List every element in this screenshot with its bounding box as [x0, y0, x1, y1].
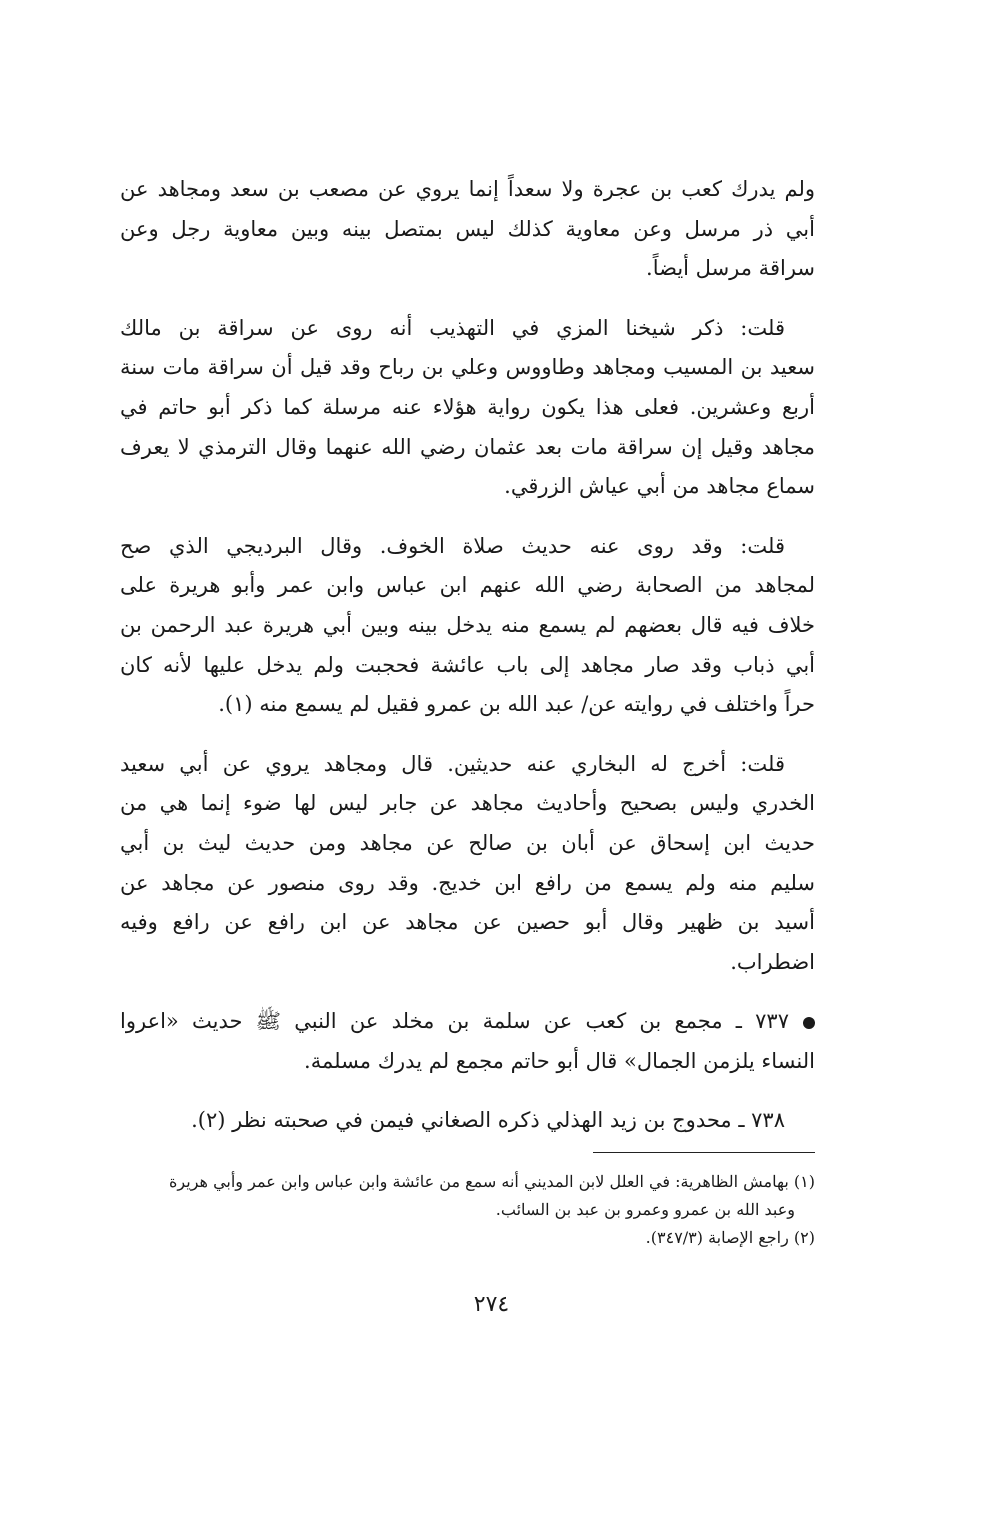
- entry-line: [120, 1002, 815, 1042]
- main-text: [120, 170, 815, 1161]
- entry-738: [120, 1101, 815, 1141]
- text-line: سعيد بن المسيب ومجاهد وطاووس وعلي بن رباح وقد قيل أن سراقة مات سنة: [120, 355, 815, 380]
- paragraph-4: [120, 745, 815, 983]
- text-line: حراً واختلف في روايته عن/ عبد الله بن عمرو فقيل لم يسمع منه (١).: [218, 692, 815, 717]
- text-line: حديث ابن إسحاق عن أبان بن صالح عن مجاهد ومن حديث ليث بن أبي: [120, 830, 815, 855]
- footnote-1: (١) بهامش الظاهرية: في العلل لابن المديني أنه سمع من عائشة وابن عباس وابن عمر وأبي هريرة: [169, 1172, 815, 1191]
- entry-line: النساء يلزمن الجمال» قال أبو حاتم مجمع لم يدرك مسلمة.: [304, 1048, 815, 1073]
- entry-text: ٧٣٧ ـ مجمع بن كعب عن سلمة بن مخلد عن النبي ﷺ حديث «اعروا: [120, 1009, 789, 1034]
- text-line: خلاف فيه قال بعضهم لم يسمع منه يدخل بينه وبين أبي هريرة عبد الرحمن بن: [120, 612, 815, 637]
- text-line: أربع وعشرين. فعلى هذا يكون رواية هؤلاء عنه مرسلة كما ذكر أبو حاتم في: [120, 394, 815, 419]
- text-line: الخدري وليس بصحيح وأحاديث مجاهد عن جابر ليس لها ضوء إنما هي من: [120, 791, 815, 816]
- paragraph-1: [120, 170, 815, 289]
- text-line: أبي ذباب وقد صار مجاهد إلى باب عائشة فحجبت ولم يدخل عليها لأنه كان: [120, 652, 815, 677]
- text-line: قلت: أخرج له البخاري عنه حديثين. قال ومجاهد يروي عن أبي سعيد: [120, 751, 785, 776]
- text-line: سراقة مرسل أيضاً.: [646, 256, 815, 281]
- text-line: قلت: وقد روى عنه حديث صلاة الخوف. وقال البرديجي الذي صح: [120, 533, 785, 558]
- text-line: أسيد بن ظهير وقال أبو حصين عن مجاهد عن ابن رافع عن رافع وفيه: [120, 910, 815, 935]
- text-line: قلت: ذكر شيخنا المزي في التهذيب أنه روى عن سراقة بن مالك: [120, 315, 785, 340]
- paragraph-2: [120, 309, 815, 507]
- footnote-divider: [593, 1152, 815, 1153]
- bullet-icon: [803, 1017, 815, 1029]
- footnotes: [120, 1168, 815, 1252]
- footnote-1-continuation: وعبد الله بن عمرو وعمرو بن عبد بن السائب.: [495, 1200, 795, 1219]
- entry-line: ٧٣٨ ـ محدوج بن زيد الهذلي ذكره الصغاني فيمن في صحبته نظر (٢).: [191, 1108, 785, 1133]
- text-line: مجاهد وقيل إن سراقة مات بعد عثمان رضي الله عنهما وقال الترمذي لا يعرف: [120, 434, 815, 459]
- page-number: ٢٧٤: [473, 1292, 510, 1317]
- text-line: لمجاهد من الصحابة رضي الله عنهم ابن عباس وابن عمر وأبو هريرة على: [120, 573, 815, 598]
- text-line: ولم يدرك كعب بن عجرة ولا سعداً إنما يروي عن مصعب بن سعد ومجاهد عن: [120, 177, 815, 201]
- text-line: اضطراب.: [730, 949, 815, 974]
- text-line: أبي ذر مرسل وعن معاوية كذلك ليس بمتصل بينه وبين معاوية رجل وعن: [120, 216, 815, 241]
- footnote-2: (٢) راجع الإصابة (٣٤٧/٣).: [645, 1228, 815, 1247]
- text-line: سماع مجاهد من أبي عياش الزرقي.: [504, 474, 815, 499]
- entry-737: [120, 1002, 815, 1081]
- paragraph-3: [120, 527, 815, 725]
- text-line: سليم منه ولم يسمع من رافع ابن خديج. وقد روى منصور عن مجاهد عن: [120, 870, 815, 895]
